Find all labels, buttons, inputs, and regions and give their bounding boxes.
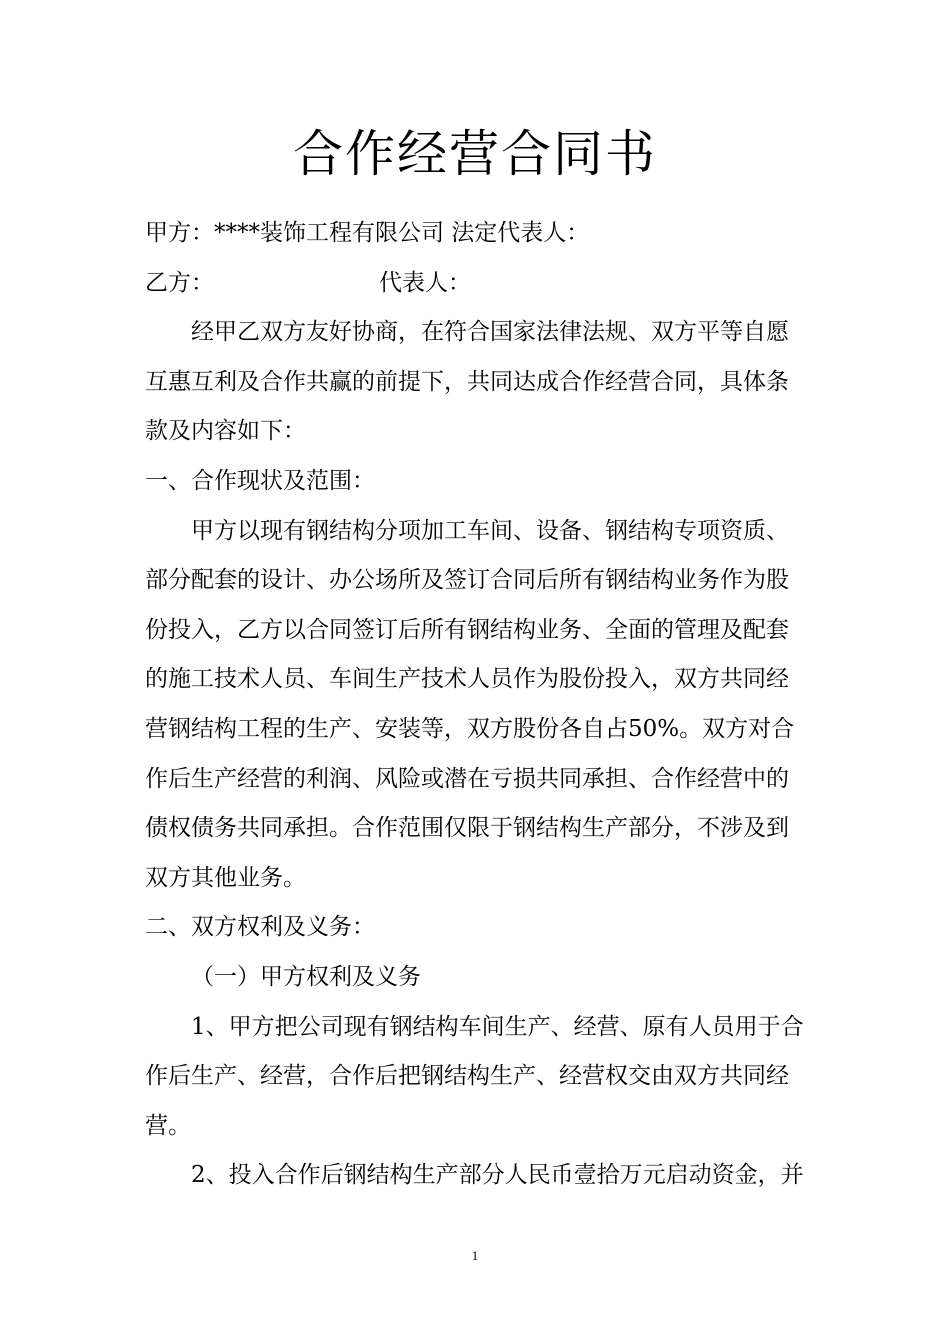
- section-heading: 一、合作现状及范围：: [145, 467, 375, 494]
- clause-line: 1、甲方把公司现有钢结构车间生产、经营、原有人员用于合: [191, 1013, 804, 1040]
- section-heading: 二、双方权利及义务：: [145, 914, 375, 941]
- party-b-representative-label: 代表人：: [379, 269, 471, 296]
- document-title: 合作经营合同书: [293, 125, 657, 183]
- clause-line: 营。: [145, 1112, 191, 1139]
- page-number: 1: [471, 1248, 479, 1263]
- paragraph-line: 债权债务共同承担。合作范围仅限于钢结构生产部分，不涉及到: [145, 815, 789, 842]
- party-b-label: 乙方：: [145, 269, 214, 296]
- paragraph-line: 营钢结构工程的生产、安装等，双方股份各自占50%。双方对合: [145, 715, 795, 742]
- paragraph-line: 甲方以现有钢结构分项加工车间、设备、钢结构专项资质、: [191, 517, 789, 544]
- paragraph-line: 作后生产经营的利润、风险或潜在亏损共同承担、合作经营中的: [145, 765, 789, 792]
- paragraph-line: 部分配套的设计、办公场所及签订合同后所有钢结构业务作为股: [145, 567, 789, 594]
- clause-line: 2、投入合作后钢结构生产部分人民币壹拾万元启动资金，并: [191, 1162, 804, 1189]
- party-b-line: [145, 259, 810, 309]
- paragraph-line: 双方其他业务。: [145, 864, 306, 891]
- paragraph-line: 款及内容如下：: [145, 418, 306, 445]
- subsection-heading: （一）甲方权利及义务: [191, 963, 421, 990]
- paragraph-line: 互惠互利及合作共赢的前提下，共同达成合作经营合同，具体条: [145, 368, 789, 395]
- paragraph-line: 经甲乙双方友好协商，在符合国家法律法规、双方平等自愿: [191, 319, 789, 346]
- clause-line: 作后生产、经营，合作后把钢结构生产、经营权交由双方共同经: [145, 1063, 789, 1090]
- paragraph-line: 份投入，乙方以合同签订后所有钢结构业务、全面的管理及配套: [145, 616, 789, 643]
- party-a-line: 甲方：****装饰工程有限公司 法定代表人：: [145, 220, 590, 246]
- paragraph-line: 的施工技术人员、车间生产技术人员作为股份投入，双方共同经: [145, 666, 789, 693]
- document-body: [145, 209, 810, 1201]
